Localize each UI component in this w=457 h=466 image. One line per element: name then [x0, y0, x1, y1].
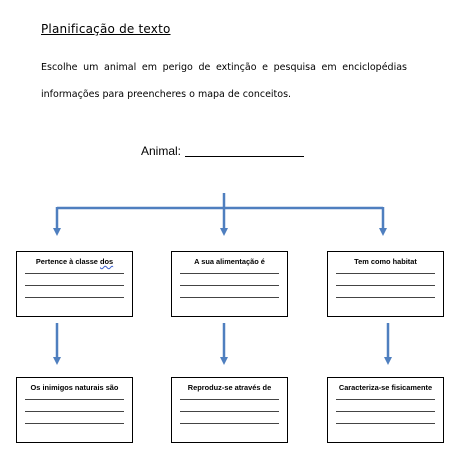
box-label-food: A sua alimentação é — [194, 257, 265, 266]
answer-line[interactable] — [180, 423, 279, 424]
answer-line[interactable] — [25, 297, 124, 298]
concept-box-habitat[interactable] — [327, 251, 444, 317]
answer-line[interactable] — [180, 399, 279, 400]
concept-box-reproduction[interactable] — [171, 377, 288, 443]
instructions-line-2: informações para preencheres o mapa de conceitos. — [41, 89, 292, 100]
box-label-physical: Caracteriza-se fisicamente — [338, 383, 433, 392]
answer-line[interactable] — [336, 273, 435, 274]
box-label-class: Pertence à classe — [35, 257, 100, 266]
concept-box-physical[interactable] — [327, 377, 444, 443]
answer-line[interactable] — [336, 297, 435, 298]
answer-line[interactable] — [180, 411, 279, 412]
answer-line[interactable] — [336, 399, 435, 400]
box-label-predators: Os inimigos naturais são — [30, 383, 119, 392]
answer-line[interactable] — [25, 411, 124, 412]
answer-line[interactable] — [180, 297, 279, 298]
answer-line[interactable] — [25, 423, 124, 424]
answer-line[interactable] — [25, 285, 124, 286]
answer-line[interactable] — [336, 285, 435, 286]
answer-line[interactable] — [180, 285, 279, 286]
document-title: Planificação de texto — [41, 22, 171, 36]
concept-box-class[interactable] — [16, 251, 133, 317]
concept-box-food[interactable] — [171, 251, 288, 317]
answer-line[interactable] — [25, 273, 124, 274]
answer-line[interactable] — [25, 399, 124, 400]
answer-line[interactable] — [336, 423, 435, 424]
animal-label: Animal: — [141, 144, 182, 158]
concept-box-predators[interactable] — [16, 377, 133, 443]
box-label-reproduction: Reproduz-se através de — [187, 383, 272, 392]
box-label-habitat: Tem como habitat — [354, 257, 417, 266]
instructions-line-1: Escolhe um animal em perigo de extinção e pesquisa em enciclopédias — [41, 62, 407, 73]
answer-line[interactable] — [180, 273, 279, 274]
box-label-class-tail: dos — [99, 257, 114, 266]
answer-line[interactable] — [336, 411, 435, 412]
